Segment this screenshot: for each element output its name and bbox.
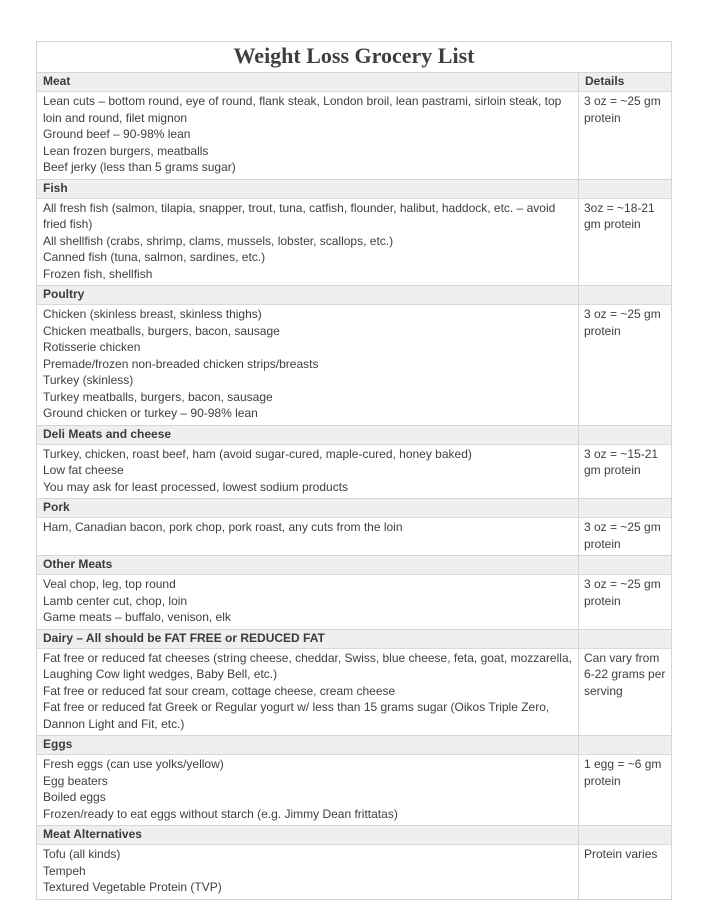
section-header-row: [37, 179, 672, 198]
grocery-item: Fat free or reduced fat cheeses (string cheese, cheddar, Swiss, blue cheese, feta, goat, mozzarella, Laughing Cow light wedges, Baby Bell, etc.): [43, 650, 572, 681]
section-details: Protein varies: [579, 845, 672, 900]
grocery-item: Turkey (skinless): [43, 373, 134, 387]
details-column-header: [579, 736, 672, 755]
grocery-item: Turkey, chicken, roast beef, ham (avoid sugar-cured, maple-cured, honey baked): [43, 446, 472, 461]
items-cell: [37, 518, 579, 556]
section-title: Other Meats: [37, 556, 579, 575]
section-title: Dairy – All should be FAT FREE or REDUCED FAT: [37, 629, 579, 648]
section-header-row: [37, 73, 672, 92]
section-body-row: [37, 92, 672, 180]
items-cell: [37, 198, 579, 286]
section-details: 3oz = ~18-21 gm protein: [579, 198, 672, 286]
section-body-row: [37, 845, 672, 900]
items-cell: [37, 92, 579, 180]
page-title: Weight Loss Grocery List: [37, 42, 672, 73]
items-cell: [37, 305, 579, 426]
section-title: Meat: [37, 73, 579, 92]
grocery-item: Frozen fish, shellfish: [43, 266, 153, 281]
grocery-item: Fat free or reduced fat Greek or Regular yogurt w/ less than 15 grams sugar (Oikos Triple Zero, Dannon Light and Fit, etc.): [43, 700, 550, 731]
section-title: Pork: [37, 499, 579, 518]
grocery-item: All fresh fish (salmon, tilapia, snapper, trout, tuna, catfish, flounder, halibut, haddock, etc. – avoid fried fish): [43, 200, 556, 231]
grocery-item: Canned fish (tuna, salmon, sardines, etc.): [43, 250, 266, 264]
grocery-item: Tempeh: [43, 863, 86, 878]
title-row: [37, 42, 672, 73]
grocery-item: Textured Vegetable Protein (TVP): [43, 880, 222, 894]
grocery-item: Boiled eggs: [43, 790, 106, 804]
grocery-item: Frozen/ready to eat eggs without starch (e.g. Jimmy Dean frittatas): [43, 806, 398, 821]
grocery-item: Ground chicken or turkey – 90-98% lean: [43, 406, 258, 420]
section-title: Fish: [37, 179, 579, 198]
details-column-header: [579, 629, 672, 648]
grocery-item: Lean frozen burgers, meatballs: [43, 143, 209, 158]
details-column-header: [579, 556, 672, 575]
grocery-item: Veal chop, leg, top round: [43, 577, 176, 591]
details-column-header: [579, 826, 672, 845]
grocery-item: Lean cuts – bottom round, eye of round, flank steak, London broil, lean pastrami, sirloin steak, top loin and round, filet mignon: [43, 94, 562, 125]
grocery-item: Egg beaters: [43, 773, 108, 788]
grocery-item: Chicken (skinless breast, skinless thighs): [43, 307, 262, 321]
grocery-item: Fat free or reduced fat sour cream, cottage cheese, cream cheese: [43, 683, 396, 698]
grocery-item: You may ask for least processed, lowest sodium products: [43, 479, 349, 494]
section-body-row: [37, 518, 672, 556]
section-title: Eggs: [37, 736, 579, 755]
details-column-header: [579, 286, 672, 305]
section-title: Deli Meats and cheese: [37, 425, 579, 444]
section-details: 3 oz = ~25 gm protein: [579, 305, 672, 426]
section-title: Poultry: [37, 286, 579, 305]
section-details: Can vary from 6-22 grams per serving: [579, 648, 672, 736]
grocery-item: Turkey meatballs, burgers, bacon, sausage: [43, 389, 273, 404]
grocery-item: Rotisserie chicken: [43, 340, 141, 354]
section-details: 3 oz = ~25 gm protein: [579, 92, 672, 180]
grocery-item: Ground beef – 90-98% lean: [43, 127, 191, 141]
section-header-row: [37, 499, 672, 518]
grocery-item: Chicken meatballs, burgers, bacon, sausage: [43, 323, 280, 338]
grocery-item: Tofu (all kinds): [43, 847, 121, 861]
grocery-item: Ham, Canadian bacon, pork chop, pork roast, any cuts from the loin: [43, 520, 403, 534]
items-cell: [37, 648, 579, 736]
section-header-row: [37, 425, 672, 444]
details-column-header: [579, 179, 672, 198]
section-title: Meat Alternatives: [37, 826, 579, 845]
section-body-row: [37, 648, 672, 736]
section-body-row: [37, 444, 672, 499]
section-details: 3 oz = ~25 gm protein: [579, 518, 672, 556]
grocery-item: Beef jerky (less than 5 grams sugar): [43, 160, 236, 174]
section-details: 1 egg = ~6 gm protein: [579, 755, 672, 826]
section-details: 3 oz = ~15-21 gm protein: [579, 444, 672, 499]
details-column-header: Details: [579, 73, 672, 92]
details-column-header: [579, 425, 672, 444]
section-header-row: [37, 736, 672, 755]
section-header-row: [37, 629, 672, 648]
grocery-item: Lamb center cut, chop, loin: [43, 593, 188, 608]
section-header-row: [37, 826, 672, 845]
items-cell: [37, 755, 579, 826]
grocery-item: Low fat cheese: [43, 463, 124, 477]
section-body-row: [37, 198, 672, 286]
grocery-item: Game meats – buffalo, venison, elk: [43, 610, 231, 624]
items-cell: [37, 444, 579, 499]
section-header-row: [37, 556, 672, 575]
section-details: 3 oz = ~25 gm protein: [579, 575, 672, 630]
section-body-row: [37, 575, 672, 630]
section-body-row: [37, 755, 672, 826]
grocery-item: Premade/frozen non-breaded chicken strips/breasts: [43, 356, 319, 371]
grocery-table: [36, 41, 672, 900]
grocery-item: All shellfish (crabs, shrimp, clams, mussels, lobster, scallops, etc.): [43, 233, 394, 248]
items-cell: [37, 575, 579, 630]
items-cell: [37, 845, 579, 900]
section-body-row: [37, 305, 672, 426]
section-header-row: [37, 286, 672, 305]
grocery-item: Fresh eggs (can use yolks/yellow): [43, 757, 224, 771]
details-column-header: [579, 499, 672, 518]
